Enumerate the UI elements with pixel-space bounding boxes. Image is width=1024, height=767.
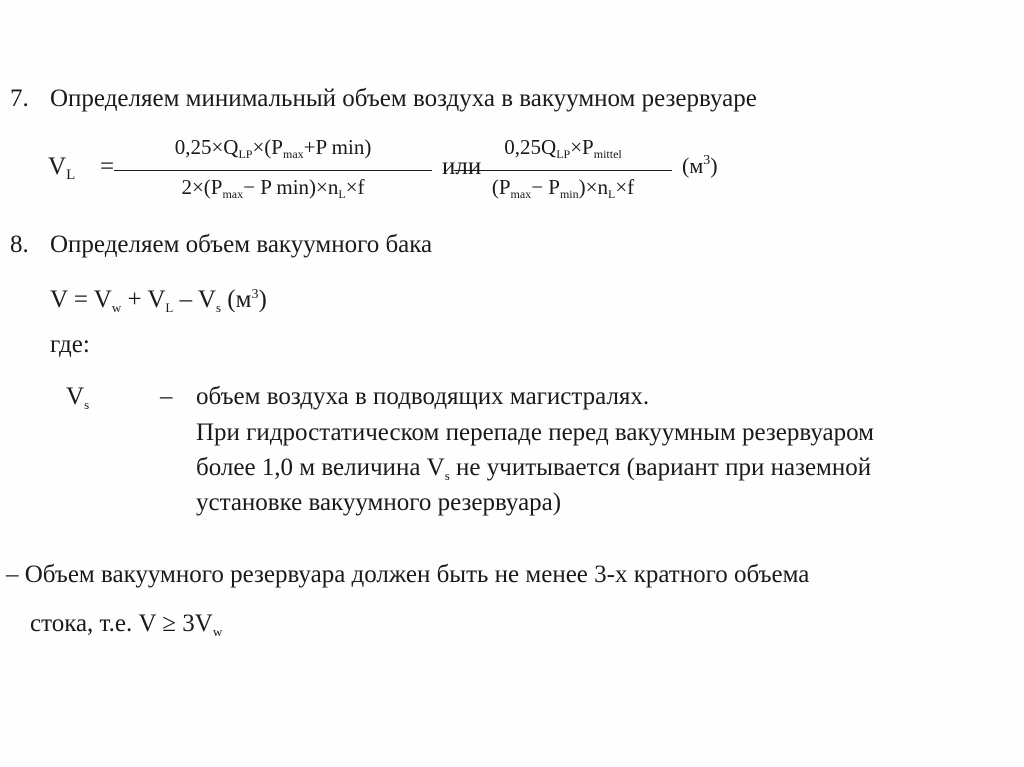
formula-unit: $(м^3)$ [682,153,718,178]
definition-line-1: объем воздуха в подводящих магистралях. [196,383,650,410]
definition-dash: – [160,383,173,410]
formula-or: или [442,153,482,180]
definition-line-2: При гидростатическом перепаде перед вакуумным резервуаром [196,419,874,446]
definition-symbol: $V_s$ [66,383,90,412]
definition-line-3: более 1,0 м величина $V_s$ не учитывается (вариант при наземной [196,454,872,483]
fraction-2-bar [454,170,672,171]
step-8-number: 8. [10,231,29,258]
step-7-text: Определяем минимальный объем воздуха в вакуумном резервуаре [50,85,757,112]
formula-equals: = [100,153,115,180]
fraction-1-denominator: 2×(Pmax− P min)×nL×f [181,175,365,201]
fraction-2-numerator: 0,25QLP×Pmittel [504,135,622,161]
fraction-2-denominator: (Pmax− Pmin)×nL×f [491,175,635,201]
step-7-number: 7. [10,85,29,112]
fraction-2 [454,133,672,208]
fraction-1-bar [114,170,432,171]
fraction-1 [114,133,432,208]
note-line-1: – Объем вакуумного резервуара должен быть не менее 3-х кратного объема [6,561,810,588]
step-8-heading [10,230,432,260]
definition-line-4: установке вакуумного резервуара) [196,489,562,516]
formula-v: $V = V_w + V_L - V_s$ $(м^3)$ [50,286,267,315]
step-8-text: Определяем объем вакуумного бака [50,231,433,258]
note-line-2: стока, т.е. $V \ge 3V_w$ [30,610,223,639]
step-7-heading [10,84,757,114]
fraction-1-numerator: 0,25×QLP×(Pmax+P min) [174,135,372,161]
where-label: где: [50,331,90,358]
formula-lhs: $V_L$ [48,153,76,183]
